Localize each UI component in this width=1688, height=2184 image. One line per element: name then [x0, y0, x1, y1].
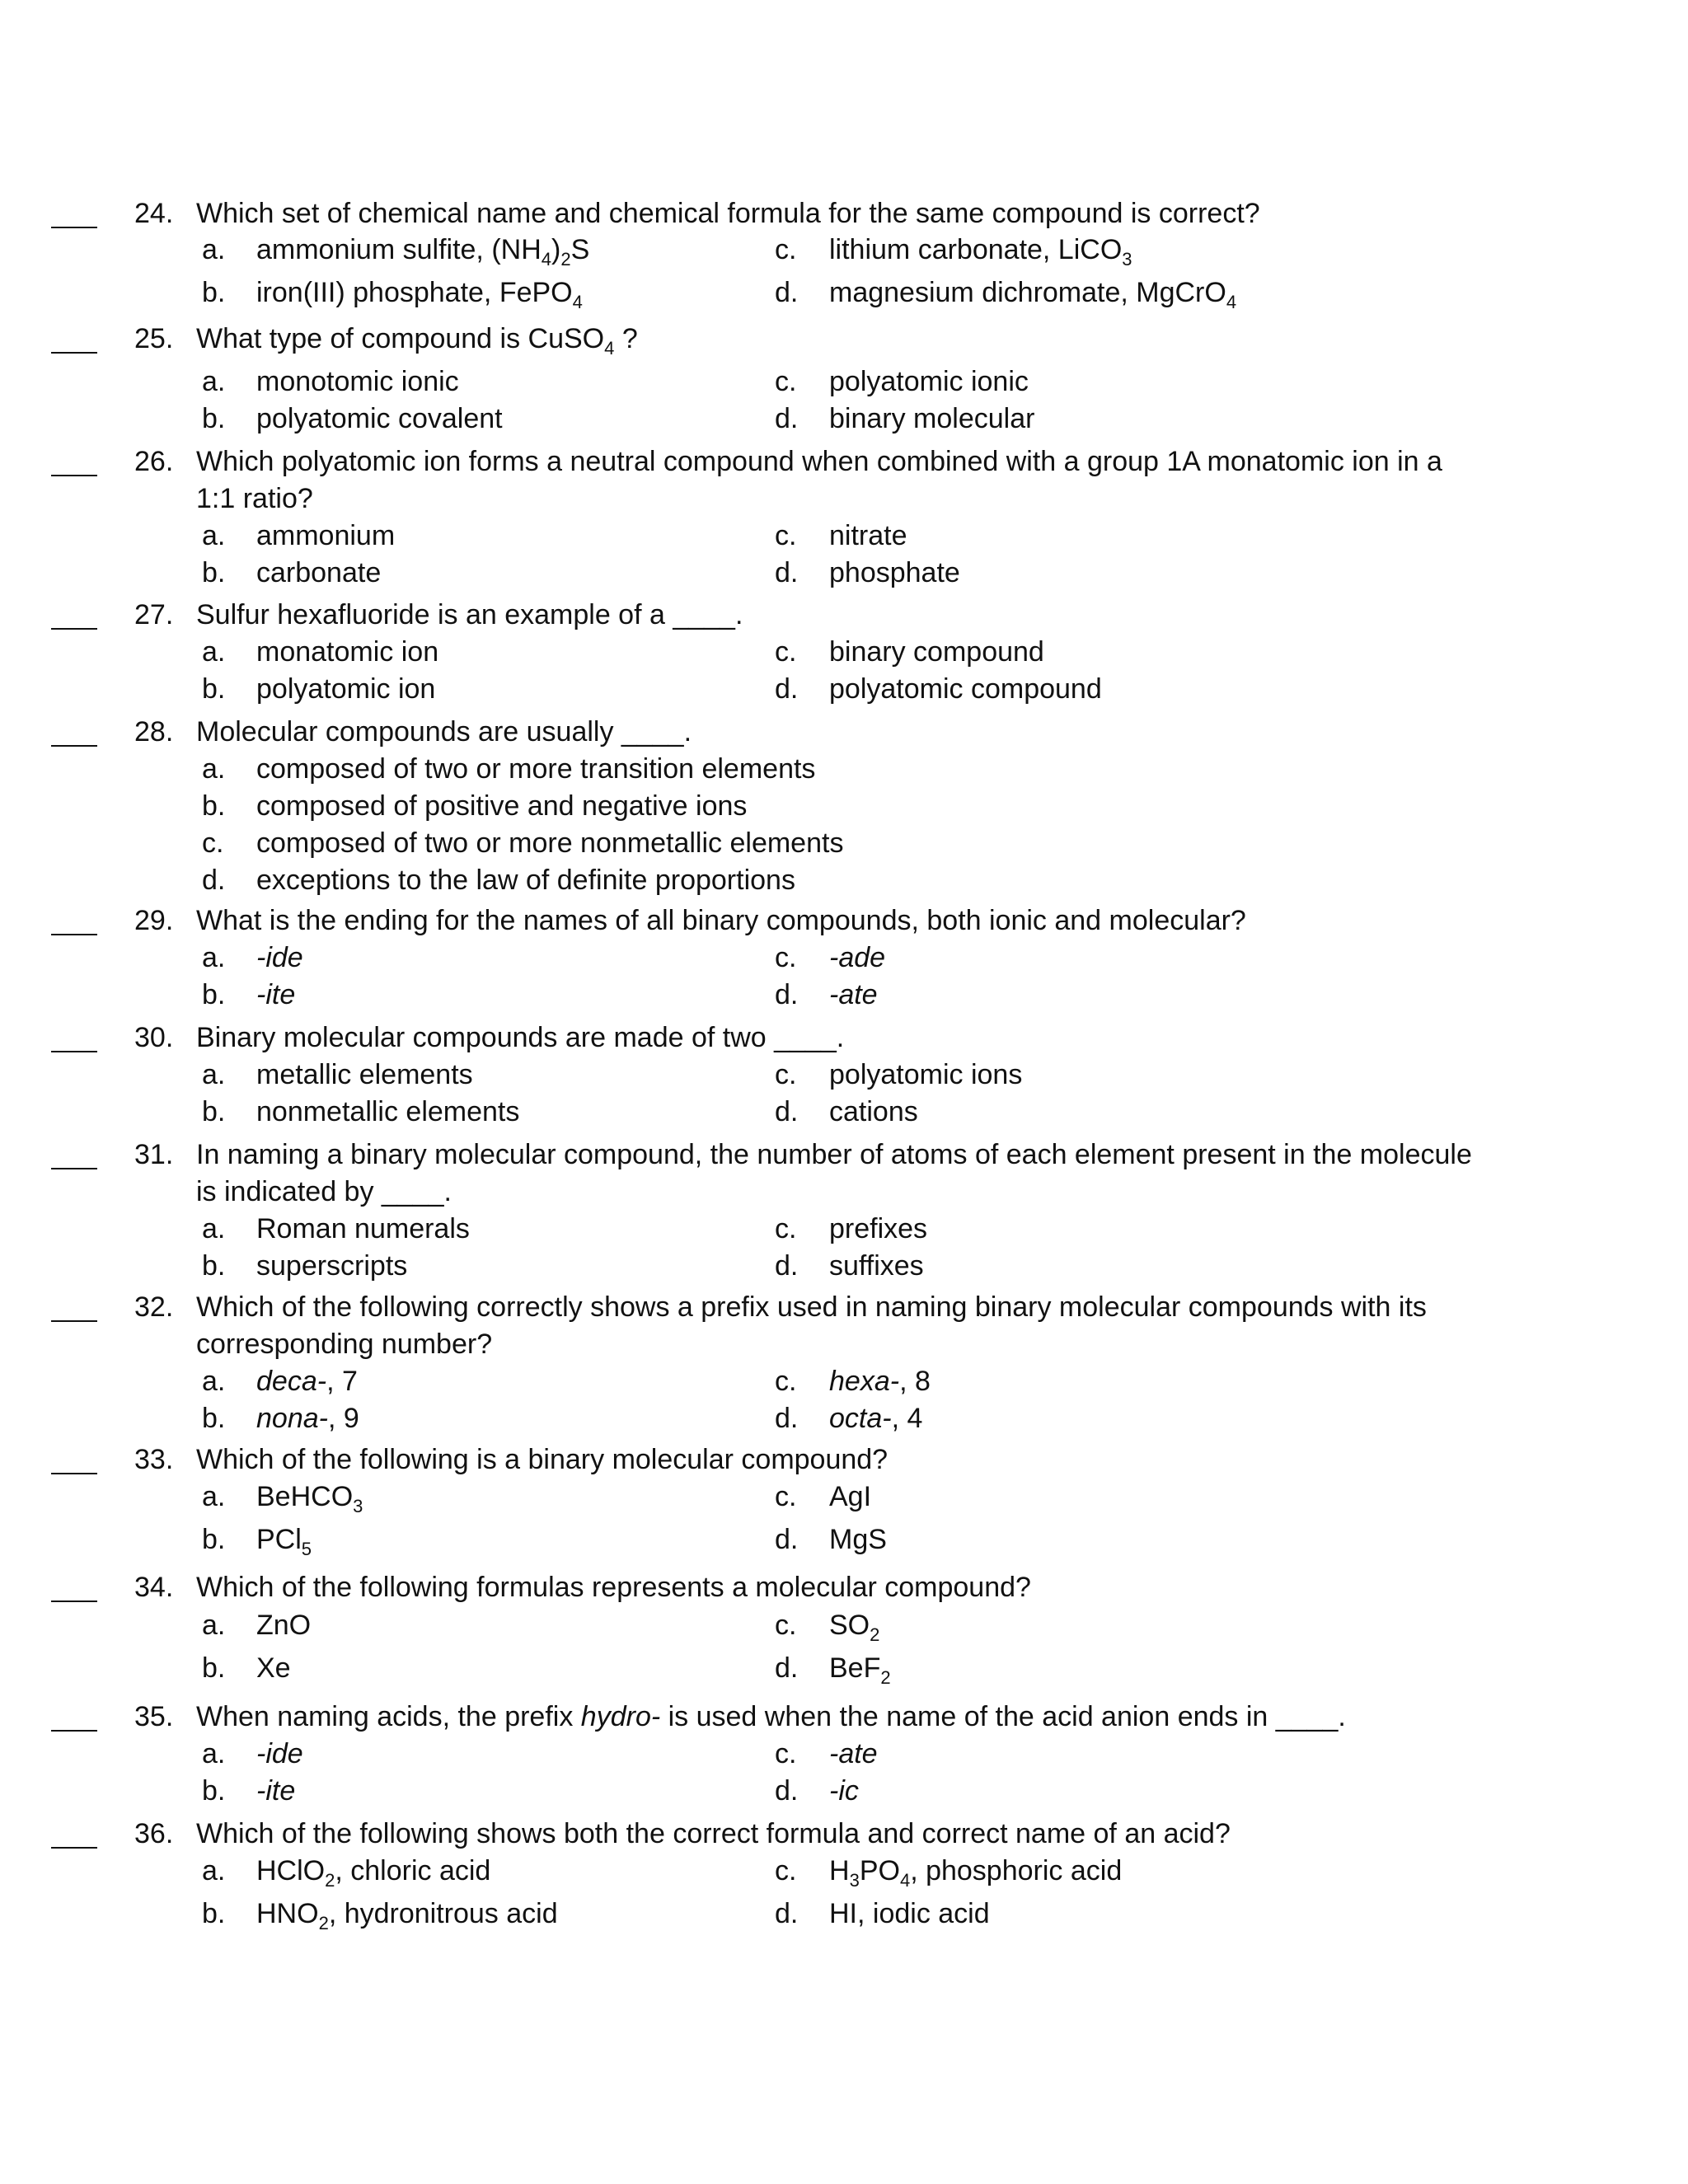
question-number: 30. — [134, 1022, 174, 1053]
option-c[interactable]: c. polyatomic ions — [775, 1059, 1023, 1090]
question-stem: Sulfur hexafluoride is an example of a ____. — [196, 599, 743, 630]
option-a[interactable]: a. composed of two or more transition elements — [202, 753, 816, 785]
answer-blank[interactable] — [51, 745, 97, 747]
answer-blank[interactable] — [51, 352, 97, 354]
option-d[interactable]: d. exceptions to the law of definite proportions — [202, 865, 795, 896]
question-stem: Which of the following shows both the correct formula and correct name of an acid? — [196, 1818, 1231, 1849]
option-b[interactable]: b. composed of positive and negative ions — [202, 790, 748, 822]
option-a[interactable]: a. HClO$_2$, chloric acid — [202, 1855, 491, 1891]
option-d[interactable]: d. binary molecular — [775, 403, 1035, 434]
option-c[interactable]: c. composed of two or more nonmetallic elements — [202, 827, 844, 859]
option-b[interactable]: b. nonmetallic elements — [202, 1096, 520, 1127]
answer-blank[interactable] — [51, 1320, 97, 1322]
question-number: 24. — [134, 198, 174, 229]
question-number: 26. — [134, 446, 174, 477]
option-a[interactable]: a. Roman numerals — [202, 1213, 470, 1244]
option-c[interactable]: c. hexa-, 8 — [775, 1366, 931, 1397]
option-c[interactable]: c. $H_3PO_4$, phosphoric acid — [775, 1855, 1123, 1891]
option-a[interactable]: a. deca-, 7 — [202, 1366, 358, 1397]
option-d[interactable]: d. polyatomic compound — [775, 673, 1102, 705]
option-b[interactable]: b. $HNO_2$, hydronitrous acid — [202, 1898, 558, 1933]
option-c[interactable]: c. -ate — [775, 1738, 878, 1769]
option-d[interactable]: d. MgS — [775, 1524, 887, 1555]
answer-blank[interactable] — [51, 1051, 97, 1052]
option-d[interactable]: d. BeF$_2$ — [775, 1652, 891, 1688]
option-c[interactable]: c. $SO_2$ — [775, 1610, 880, 1645]
option-c[interactable]: c. binary compound — [775, 636, 1044, 668]
question-number: 32. — [134, 1291, 174, 1323]
question-number: 31. — [134, 1139, 174, 1170]
option-b[interactable]: b. nona-, 9 — [202, 1403, 359, 1434]
question-stem: Which set of chemical name and chemical formula for the same compound is correct? — [196, 198, 1260, 229]
question-stem: What is the ending for the names of all binary compounds, both ionic and molecular? — [196, 905, 1246, 936]
question-stem: Binary molecular compounds are made of two ____. — [196, 1022, 845, 1053]
option-a[interactable]: a. monatomic ion — [202, 636, 439, 668]
option-b[interactable]: b. Xe — [202, 1652, 291, 1684]
option-d[interactable]: d. cations — [775, 1096, 918, 1127]
answer-blank[interactable] — [51, 1730, 97, 1732]
option-d[interactable]: d. magnesium dichromate, MgCrO$_4$ — [775, 277, 1237, 312]
option-c[interactable]: c. prefixes — [775, 1213, 928, 1244]
option-c[interactable]: c. nitrate — [775, 520, 907, 551]
option-d[interactable]: d. HI, iodic acid — [775, 1898, 990, 1929]
option-b[interactable]: b. polyatomic ion — [202, 673, 436, 705]
question-number: 36. — [134, 1818, 174, 1849]
option-b[interactable]: b. polyatomic covalent — [202, 403, 503, 434]
answer-blank[interactable] — [51, 934, 97, 935]
question-stem: When naming acids, the prefix hydro- is used when the name of the acid anion ends in ____. — [196, 1701, 1346, 1732]
option-b[interactable]: b. carbonate — [202, 557, 382, 588]
option-a[interactable]: a. ZnO — [202, 1610, 312, 1641]
option-b[interactable]: b. superscripts — [202, 1250, 408, 1282]
question-stem: What type of compound is CuSO$_4$ ? — [196, 323, 638, 359]
option-d[interactable]: d. phosphate — [775, 557, 960, 588]
option-b[interactable]: b. -ite — [202, 1775, 296, 1807]
option-a[interactable]: a. BeHCO$_3$ — [202, 1481, 363, 1516]
question-stem: In naming a binary molecular compound, the number of atoms of each element present in the molecule is indicated by ____. — [196, 1139, 1472, 1207]
option-a[interactable]: a. metallic elements — [202, 1059, 473, 1090]
option-b[interactable]: b. -ite — [202, 979, 296, 1010]
question-stem: Which of the following correctly shows a prefix used in naming binary molecular compounds with its corresponding number? — [196, 1291, 1427, 1360]
answer-blank[interactable] — [51, 1601, 97, 1602]
option-d[interactable]: d. -ic — [775, 1775, 859, 1807]
option-a[interactable]: a. -ide — [202, 942, 303, 973]
option-a[interactable]: a. ammonium sulfite, $(NH_4)_2S$ — [202, 234, 590, 269]
option-a[interactable]: a. monotomic ionic — [202, 366, 459, 397]
question-number: 33. — [134, 1444, 174, 1475]
option-b[interactable]: b. PCl$_5$ — [202, 1524, 312, 1559]
option-a[interactable]: a. ammonium — [202, 520, 396, 551]
question-number: 27. — [134, 599, 174, 630]
question-number: 28. — [134, 716, 174, 748]
option-d[interactable]: d. suffixes — [775, 1250, 924, 1282]
question-number: 29. — [134, 905, 174, 936]
question-stem: Which of the following is a binary molecular compound? — [196, 1444, 889, 1475]
option-c[interactable]: c. -ade — [775, 942, 886, 973]
question-number: 25. — [134, 323, 174, 354]
option-c[interactable]: c. AgI — [775, 1481, 872, 1512]
question-stem: Which of the following formulas represents a molecular compound? — [196, 1572, 1031, 1603]
answer-blank[interactable] — [51, 1847, 97, 1849]
question-number: 34. — [134, 1572, 174, 1603]
answer-blank[interactable] — [51, 1168, 97, 1169]
option-a[interactable]: a. -ide — [202, 1738, 303, 1769]
answer-blank[interactable] — [51, 1473, 97, 1474]
question-stem: Molecular compounds are usually ____. — [196, 716, 692, 748]
option-d[interactable]: d. -ate — [775, 979, 878, 1010]
answer-blank[interactable] — [51, 628, 97, 630]
answer-blank[interactable] — [51, 475, 97, 476]
question-number: 35. — [134, 1701, 174, 1732]
option-d[interactable]: d. octa-, 4 — [775, 1403, 923, 1434]
option-c[interactable]: c. lithium carbonate, LiCO$_3$ — [775, 234, 1132, 269]
answer-blank[interactable] — [51, 227, 97, 228]
option-b[interactable]: b. iron(III) phosphate, FePO$_4$ — [202, 277, 583, 312]
question-stem: Which polyatomic ion forms a neutral compound when combined with a group 1A monatomic ion in a 1:1 ratio? — [196, 446, 1442, 514]
option-c[interactable]: c. polyatomic ionic — [775, 366, 1029, 397]
